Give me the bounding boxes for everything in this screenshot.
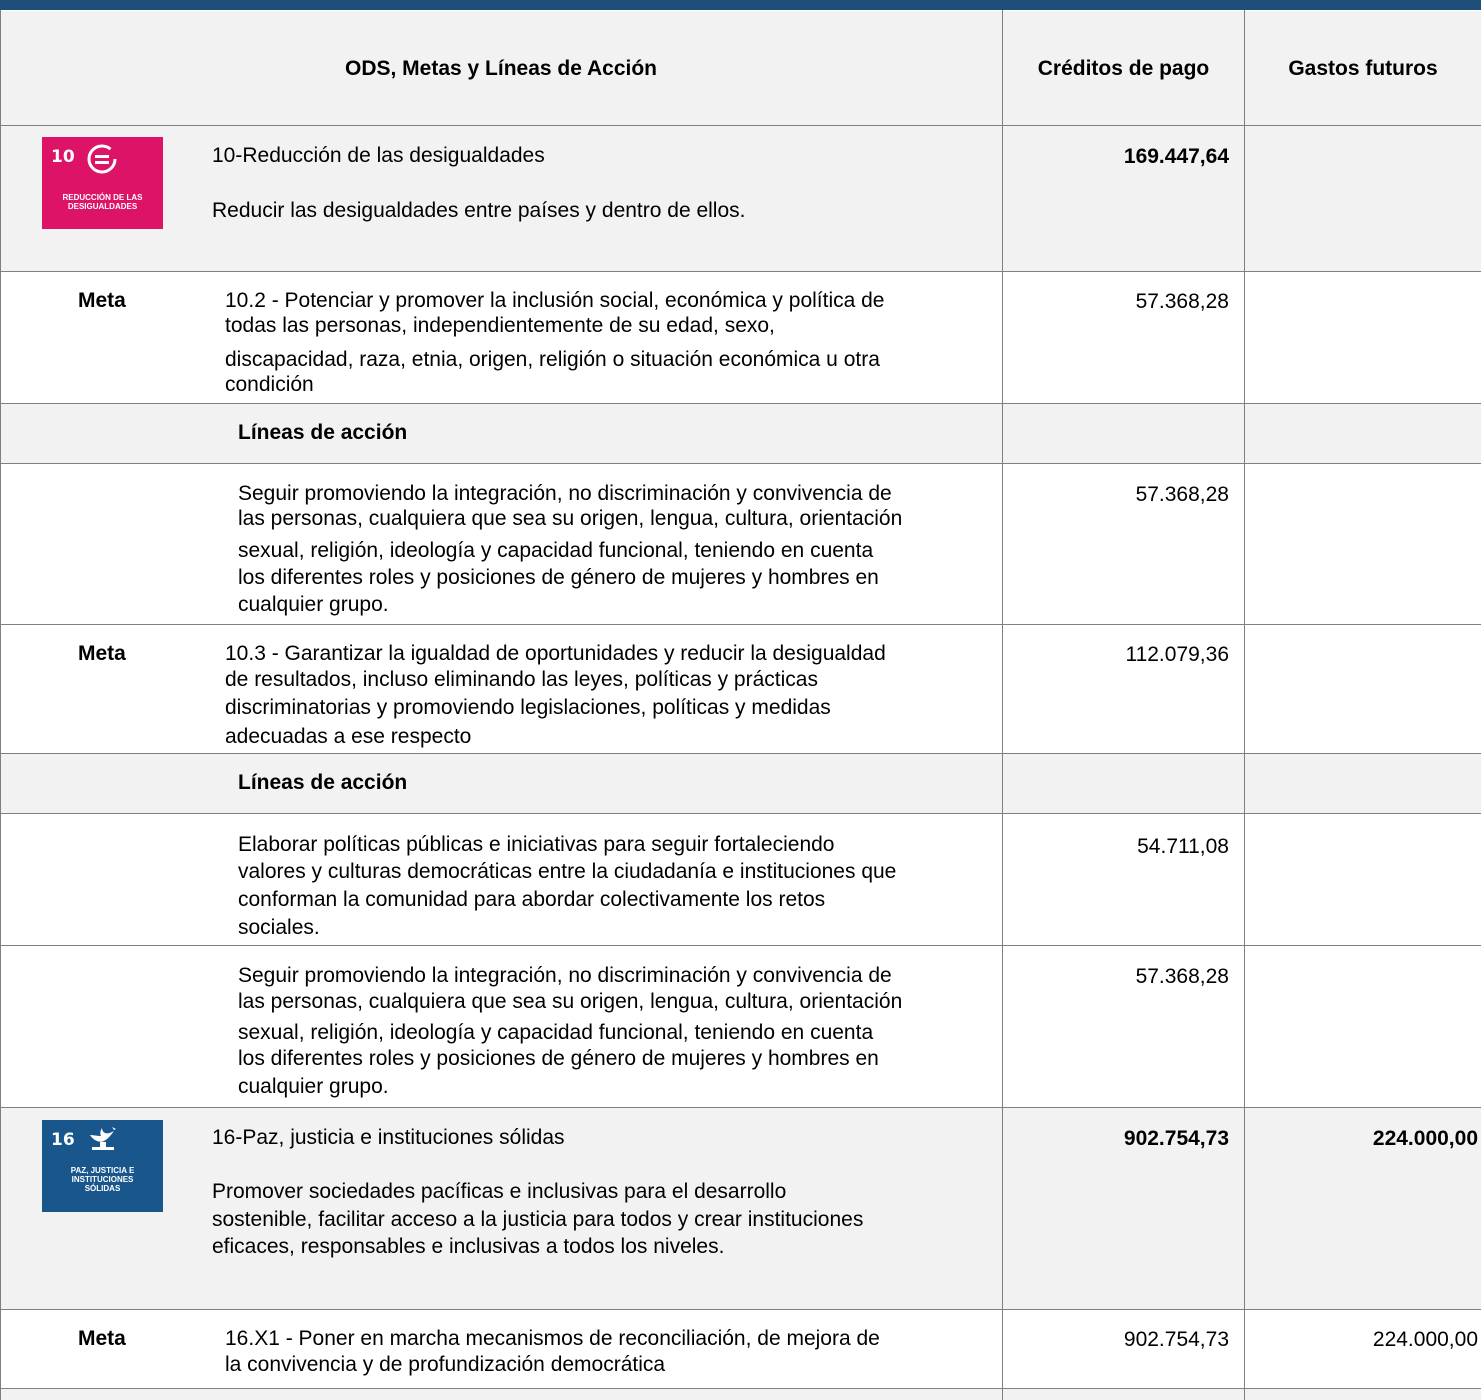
linea-line: los diferentes roles y posiciones de género de mujeres y hombres en (238, 1047, 879, 1070)
row-divider (0, 1309, 1481, 1310)
ods16-logo-caption-1: PAZ, JUSTICIA E (70, 1166, 135, 1175)
linea-10-3-b-credits: 57.368,28 (1135, 965, 1229, 988)
lineas-label: Líneas de acción (238, 771, 408, 794)
ods16-logo-number: 16 (51, 1130, 75, 1150)
row-divider (0, 813, 1481, 814)
meta-label: Meta (78, 642, 126, 665)
ods10-title: 10-Reducción de las desigualdades (212, 144, 545, 167)
ods16-description-line: sostenible, facilitar acceso a la justicia para todos y crear instituciones (212, 1208, 864, 1231)
linea-line: Seguir promoviendo la integración, no discriminación y convivencia de (238, 964, 892, 987)
meta-10-2-line: discapacidad, raza, etnia, origen, religión o situación económica u otra (225, 348, 880, 371)
ods16-future: 224.000,00 (1372, 1127, 1478, 1150)
row-divider (0, 271, 1481, 272)
ods10-logo (42, 137, 163, 229)
linea-line: sociales. (238, 916, 320, 939)
top-bar (0, 0, 1481, 10)
ods16-title: 16-Paz, justicia e instituciones sólidas (212, 1126, 565, 1149)
ods10-credits: 169.447,64 (1123, 145, 1229, 168)
equals-circle-icon (86, 143, 118, 175)
header-future: Gastos futuros (1288, 57, 1438, 80)
linea-line: conforman la comunidad para abordar colectivamente los retos (238, 888, 826, 911)
ods16-logo-caption-2: INSTITUCIONES (71, 1175, 134, 1184)
meta-10-2-line: 10.2 - Potenciar y promover la inclusión social, económica y política de (225, 289, 885, 312)
meta-10-3-line: de resultados, incluso eliminando las leyes, políticas y prácticas (225, 668, 818, 691)
dove-gavel-icon (86, 1125, 120, 1153)
meta-16-x1-line: la convivencia y de profundización democrática (225, 1353, 666, 1376)
row-divider (0, 753, 1481, 754)
meta-16-x1-credits: 902.754,73 (1123, 1328, 1229, 1351)
col-divider (1002, 10, 1003, 1400)
ods10-logo-caption-1: REDUCCIÓN DE LAS (62, 193, 143, 202)
linea-line: las personas, cualquiera que sea su origen, lengua, cultura, orientación (238, 990, 903, 1013)
linea-line: cualquier grupo. (238, 1075, 389, 1098)
meta-label: Meta (78, 289, 126, 312)
ods10-logo-caption-2: DESIGUALDADES (67, 202, 138, 211)
linea-10-3-a-credits: 54.711,08 (1137, 835, 1229, 858)
row-divider (0, 403, 1481, 404)
header-credits: Créditos de pago (1037, 57, 1210, 80)
meta-16-x1-line: 16.X1 - Poner en marcha mecanismos de reconciliación, de mejora de (225, 1327, 880, 1350)
row-divider (0, 1107, 1481, 1108)
next-row-bg (0, 1389, 1481, 1400)
col-divider (1244, 10, 1245, 1400)
meta-10-3-line: 10.3 - Garantizar la igualdad de oportunidades y reducir la desigualdad (225, 642, 886, 665)
lineas-row-2-bg (0, 754, 1481, 813)
meta-10-2-credits: 57.368,28 (1135, 290, 1229, 313)
col-divider (0, 10, 1, 1400)
linea-line: valores y culturas democráticas entre la ciudadanía e instituciones que (238, 860, 897, 883)
row-divider (0, 624, 1481, 625)
meta-10-3-line: adecuadas a ese respecto (225, 725, 472, 748)
linea-line: cualquier grupo. (238, 593, 389, 616)
lineas-row-1-bg (0, 404, 1481, 463)
linea-line: Elaborar políticas públicas e iniciativas para seguir fortaleciendo (238, 833, 835, 856)
ods10-description: Reducir las desigualdades entre países y dentro de ellos. (212, 199, 746, 222)
linea-line: los diferentes roles y posiciones de género de mujeres y hombres en (238, 566, 879, 589)
meta-10-2-line: condición (225, 373, 314, 396)
meta-10-2-line: todas las personas, independientemente de su edad, sexo, (225, 314, 775, 337)
lineas-label: Líneas de acción (238, 421, 408, 444)
row-divider (0, 463, 1481, 464)
meta-10-3-credits: 112.079,36 (1125, 643, 1229, 666)
row-divider (0, 945, 1481, 946)
row-divider (0, 1388, 1481, 1389)
ods10-logo-number: 10 (51, 147, 75, 167)
ods16-logo-caption-3: SÓLIDAS (84, 1184, 121, 1193)
linea-10-2-a-credits: 57.368,28 (1135, 483, 1229, 506)
meta-label: Meta (78, 1327, 126, 1350)
header-description: ODS, Metas y Líneas de Acción (345, 57, 657, 80)
ods16-credits: 902.754,73 (1123, 1127, 1229, 1150)
ods16-description-line: Promover sociedades pacíficas e inclusivas para el desarrollo (212, 1180, 787, 1203)
meta-10-3-line: discriminatorias y promoviendo legislaciones, políticas y medidas (225, 696, 831, 719)
linea-line: las personas, cualquiera que sea su origen, lengua, cultura, orientación (238, 507, 903, 530)
linea-line: Seguir promoviendo la integración, no discriminación y convivencia de (238, 482, 892, 505)
row-divider (0, 125, 1481, 126)
meta-16-x1-future: 224.000,00 (1372, 1328, 1478, 1351)
linea-line: sexual, religión, ideología y capacidad funcional, teniendo en cuenta (238, 1021, 874, 1044)
ods16-description-line: eficaces, responsables e inclusivas a todos los niveles. (212, 1235, 725, 1258)
linea-line: sexual, religión, ideología y capacidad funcional, teniendo en cuenta (238, 539, 874, 562)
ods16-logo (42, 1120, 163, 1212)
